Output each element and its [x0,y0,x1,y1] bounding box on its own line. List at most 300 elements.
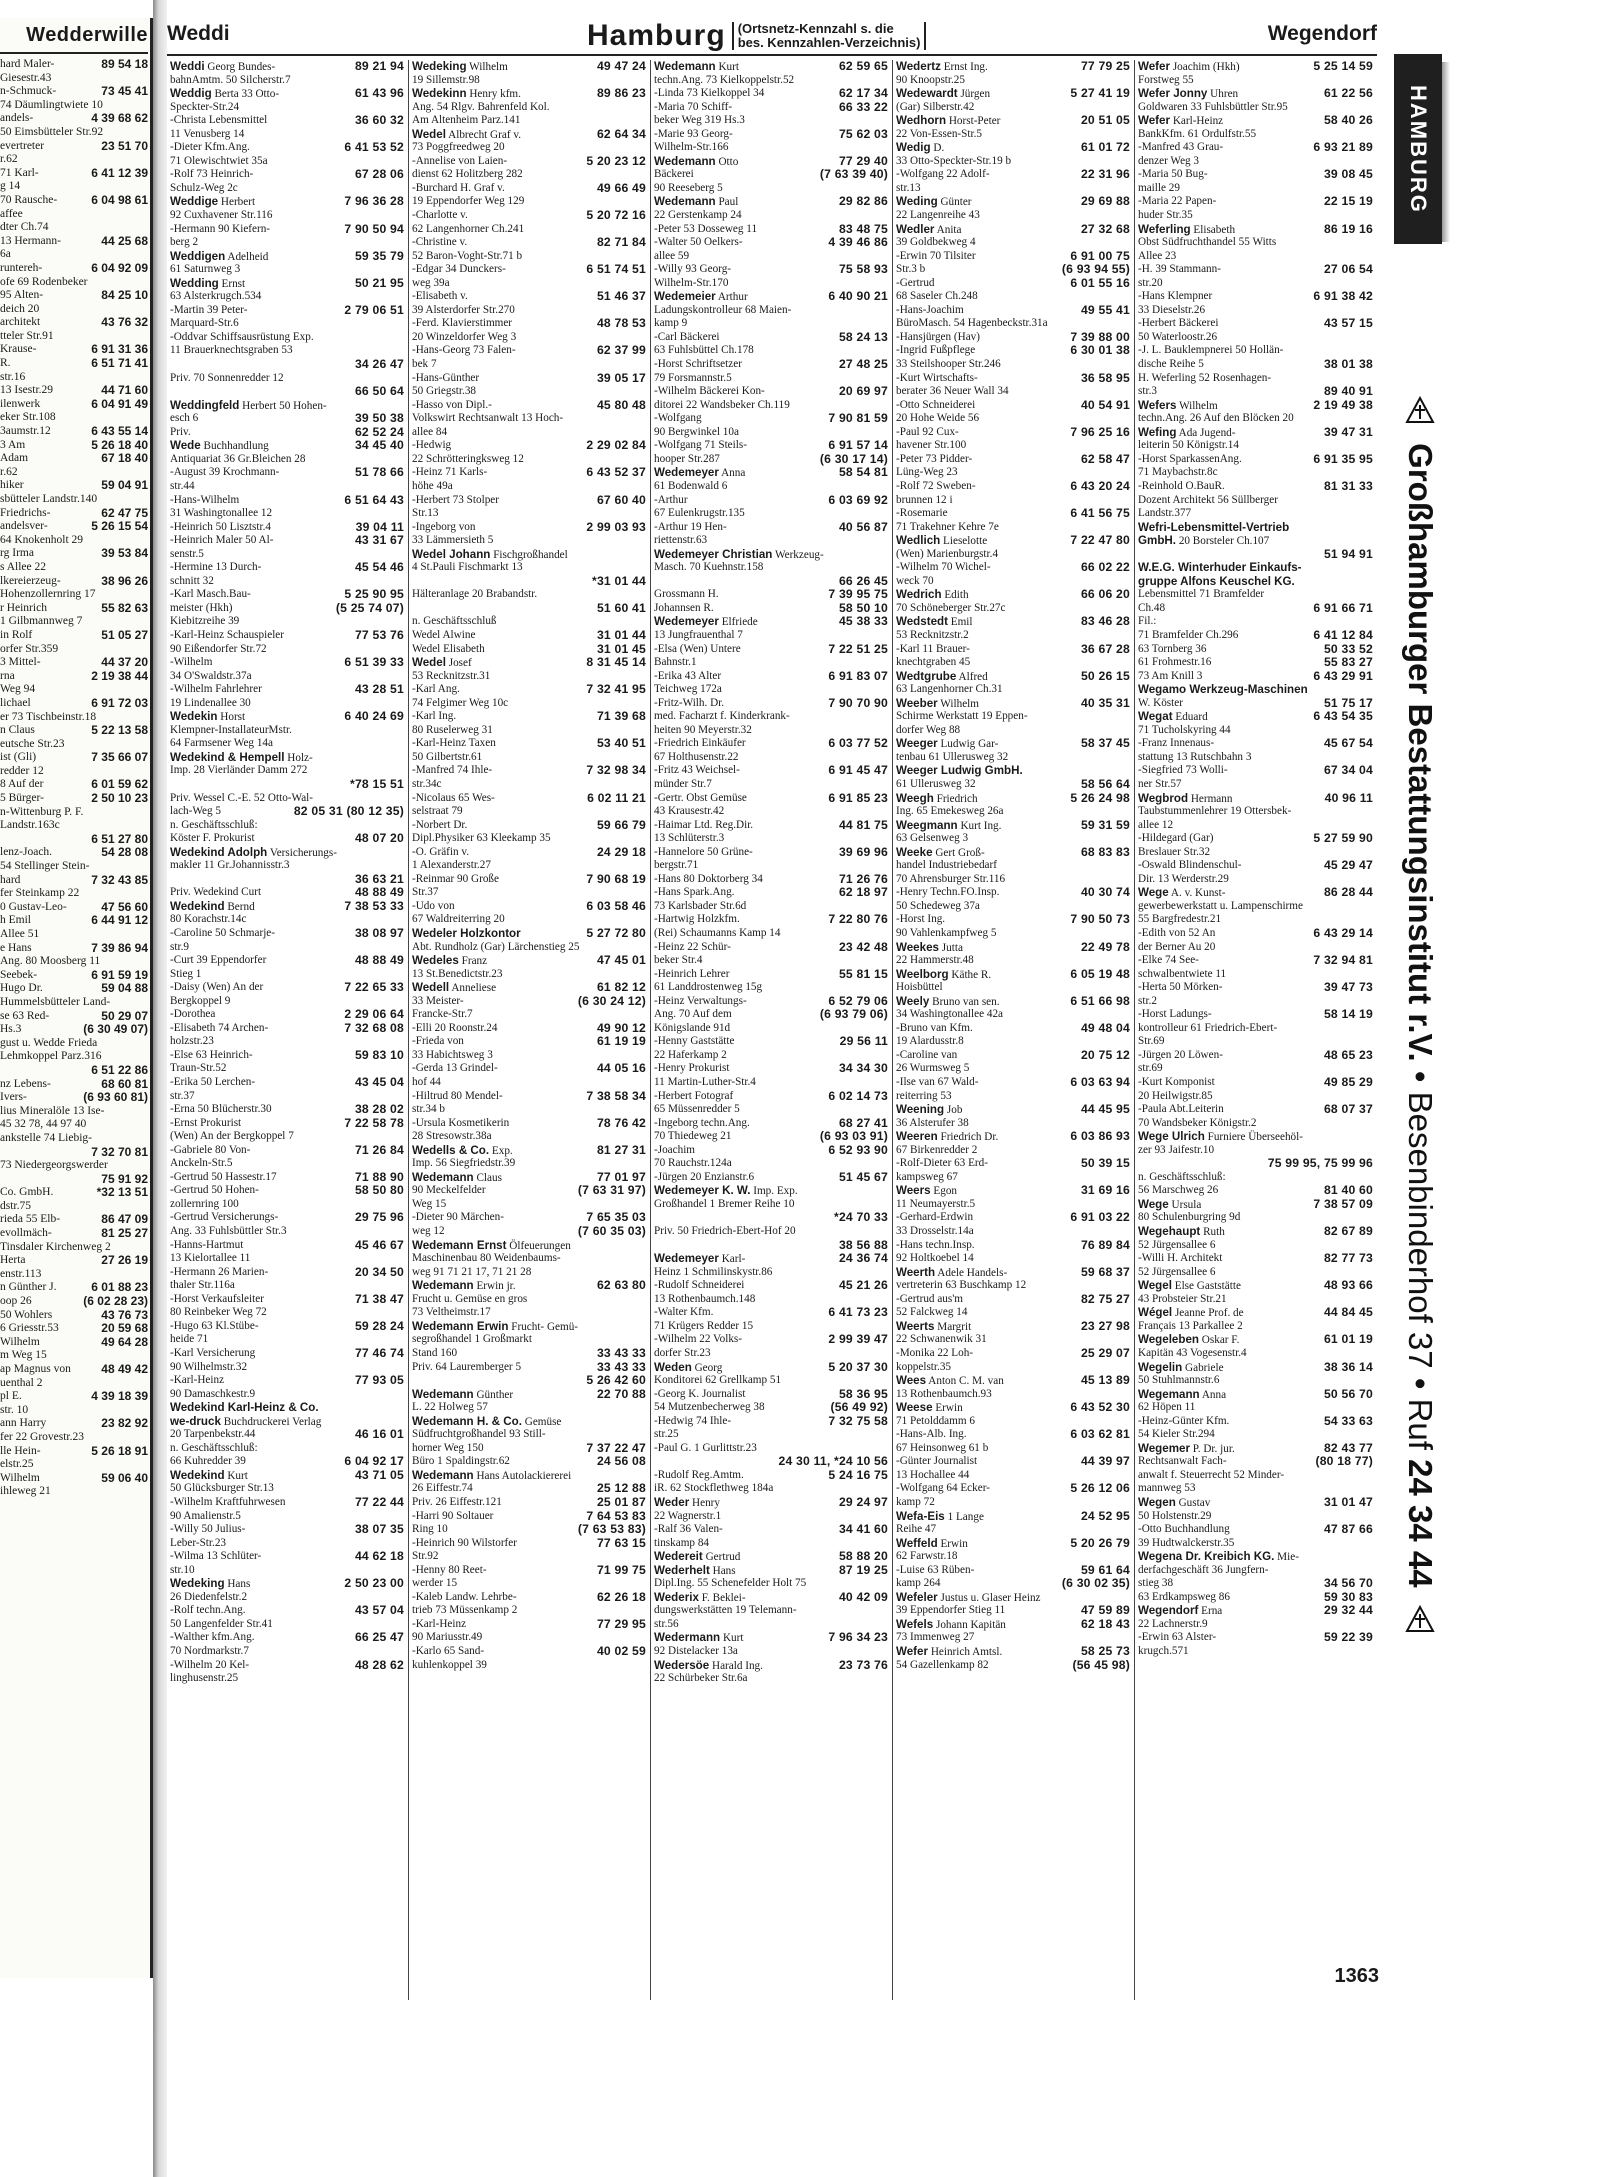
entry-details: Anneliese [451,982,497,995]
left-entry-phone: (6 93 60 81) [83,1091,148,1105]
directory-entry [896,263,1130,277]
directory-entry [170,1537,404,1551]
directory-entry [896,1482,1130,1496]
directory-entry [170,1198,404,1212]
entry-details: ditorei 22 Wandsbeker Ch.119 [654,398,790,411]
entry-details: Jutta [941,941,963,954]
entry-details: -Hanns-Hartmut [170,1238,244,1251]
entry-phone-number: 62 37 99 [596,344,646,358]
directory-entry [170,250,404,264]
left-page-entry [0,398,148,412]
directory-entry [412,521,646,535]
left-entry-text: lenz-Joach. [0,846,53,859]
left-entry-text: Hummelsbütteler Land- [0,995,111,1008]
directory-entry [896,1049,1130,1063]
entry-surname: Weding [896,195,938,209]
entry-details: brunnen 12 i [896,493,953,506]
directory-entry [896,1659,1130,1673]
entry-details: -Maria 50 Bug- [1138,168,1208,181]
directory-entry [412,792,646,806]
directory-entry [654,643,888,657]
directory-entry [654,250,888,264]
entry-phone-number: 43 28 51 [354,683,404,697]
directory-entry [170,981,404,995]
directory-entry [896,60,1130,74]
entry-surname: Wedemeier [654,290,716,304]
entry-surname: Wegehaupt [1138,1225,1201,1239]
entry-details: Büro 1 Spaldingstr.62 [412,1455,510,1468]
left-page-entry [0,1146,148,1160]
entry-details: Lüng-Weg 23 [896,466,958,479]
entry-phone-number: 31 01 47 [1323,1495,1373,1509]
entry-phone-number: 45 13 89 [1080,1374,1130,1388]
entry-details: Priv. 50 Friedrich-Ebert-Hof 20 [654,1225,796,1238]
left-entry-text: Hugo Dr. [0,982,43,995]
directory-entry [654,1428,888,1442]
entry-phone-number: 6 43 54 35 [1313,710,1373,724]
directory-entry [1138,168,1373,182]
directory-entry [896,1008,1130,1022]
directory-entry [654,1347,888,1361]
entry-details: -Paul 92 Cux- [896,425,959,438]
directory-entry [170,60,404,74]
entry-phone-number: 36 67 28 [1080,642,1130,656]
directory-entry [412,480,646,494]
entry-details: -Ernst Prokurist [170,1116,242,1129]
entry-details: 22 Schwanenwik 31 [896,1333,987,1346]
directory-entry [654,1469,888,1483]
left-entry-text: 0 Gustav-Leo- [0,900,67,913]
entry-details: Exp. [491,1144,513,1157]
entry-details: Karl-Heinz [1172,115,1224,128]
entry-details: 50 Gilbertstr.61 [412,750,483,763]
entry-phone-number: 48 28 62 [354,1658,404,1672]
entry-details: koppelstr.35 [896,1360,952,1373]
entry-phone-number: 61 22 56 [1323,87,1373,101]
directory-entry [170,832,404,846]
entry-details: W. Köster [1138,696,1183,709]
directory-entry [896,575,1130,589]
entry-details: Hoisbüttel [896,981,943,994]
directory-entry [170,385,404,399]
directory-entry [170,1618,404,1632]
entry-details: -Ingeborg techn.Ang. [654,1116,750,1129]
directory-entry [654,304,888,318]
entry-details: weck 70 [896,574,934,587]
entry-phone-number: 77 79 25 [1080,60,1130,73]
entry-phone-number: 44 39 97 [1080,1455,1130,1469]
entry-phone-number: 50 26 15 [1080,669,1130,683]
entry-surname: Wedell [412,981,450,995]
entry-details: Job [946,1104,963,1117]
entry-details: dorfer Str.23 [654,1346,711,1359]
directory-entry [170,941,404,955]
directory-entry [654,1577,888,1591]
entry-phone-number: 7 90 50 73 [1070,913,1130,927]
directory-entry [654,1117,888,1131]
entry-phone-number: 62 64 34 [596,127,646,141]
left-entry-text: 54 Stellinger Stein- [0,860,90,873]
entry-details: str.56 [654,1617,679,1630]
entry-phone-number: 24 52 95 [1080,1509,1130,1523]
left-entry-phone: 5 22 13 58 [91,724,148,738]
entry-details: Frucht u. Gemüse en gros [412,1292,528,1305]
directory-entry [412,1062,646,1076]
directory-entry [170,1049,404,1063]
entry-phone-number: 59 83 10 [354,1048,404,1062]
entry-details: 73 Poggfreedweg 20 [412,141,505,154]
entry-details: linghusenstr.25 [170,1672,239,1685]
left-entry-phone: 7 39 86 94 [91,941,148,955]
entry-details: -Henny 80 Reet- [412,1563,487,1576]
entry-details: Str.3 b [896,263,926,276]
left-entry-phone: 5 26 18 40 [91,438,148,452]
left-entry-text: 95 Alten- [0,289,44,302]
entry-details: Jeanne Prof. de [1174,1307,1244,1320]
entry-phone-number: 59 28 24 [354,1319,404,1333]
directory-entry [412,1510,646,1524]
entry-details: -Elli 20 Roonstr.24 [412,1021,498,1034]
directory-entry [896,507,1130,521]
left-page-entry [0,167,148,181]
directory-entry [1138,372,1373,386]
entry-details: -Martin 39 Peter- [170,303,248,316]
entry-phone-number: 59 31 59 [1080,818,1130,832]
entry-surname: Wegen [1138,1495,1176,1509]
directory-entry [412,805,646,819]
entry-phone-number: 81 31 33 [1323,479,1373,493]
directory-entry [412,859,646,873]
entry-details: 90 Wilhelmstr.32 [170,1360,248,1373]
directory-entry [654,209,888,223]
entry-phone-number: 50 21 95 [354,276,404,290]
directory-entry [654,710,888,724]
left-page-entry [0,1132,148,1146]
left-page-entry [0,1472,148,1486]
entry-phone-number: *24 70 33 [834,1211,888,1225]
entry-details: A. v. Kunst- [1170,887,1226,900]
entry-phone-number: 78 76 42 [596,1116,646,1130]
directory-entry [896,832,1130,846]
left-entry-text: Ang. 80 Moosberg 11 [0,955,101,968]
directory-entry [1138,182,1373,196]
left-page-entry [0,520,148,534]
directory-entry [412,643,646,657]
entry-details: -Karl-Heinz Schauspieler [170,628,284,641]
entry-phone-number: 20 51 05 [1080,114,1130,128]
entry-phone-number: 71 38 47 [354,1292,404,1306]
directory-entry [170,1428,404,1442]
directory-entry [896,1361,1130,1375]
directory-entry [654,1482,888,1496]
left-entry-phone: 73 45 41 [101,85,148,99]
directory-entry [412,1645,646,1659]
left-page-entry [0,683,148,697]
entry-details: 33 Habichtsweg 3 [412,1048,493,1061]
left-entry-text: 71 Karl- [0,166,39,179]
entry-surname: Weegh [896,791,934,805]
entry-details: beker Weg 319 Hs.3 [654,114,745,127]
left-page-entry [0,860,148,874]
directory-entry [170,1266,404,1280]
entry-phone-number: 7 32 94 81 [1313,954,1373,968]
left-entry-text: n-Wittenburg P. F. [0,805,84,818]
entry-phone-number: 31 01 44 [596,628,646,642]
directory-entry [412,304,646,318]
entry-surname: Wedemann [412,1170,474,1184]
directory-entry [654,426,888,440]
entry-details: tenbau 61 Ullerusweg 32 [896,750,1009,763]
entry-details: -Caroline 50 Schmarje- [170,927,276,939]
entry-details: makler 11 Gr.Johannisstr.3 [170,859,290,872]
directory-column-1 [167,60,409,2000]
entry-phone-number: 22 70 88 [596,1387,646,1401]
directory-entry [412,615,646,629]
directory-entry [654,1279,888,1293]
entry-details: -Horst SparkassenAng. [1138,452,1242,465]
directory-entry [896,1320,1130,1334]
entry-details: Adele Handels- [937,1266,1008,1279]
entry-details: -Herbert Bäckerei [1138,317,1219,330]
entry-phone-number: 7 22 51 25 [828,642,888,656]
entry-details: 92 Holtkoebel 14 [896,1252,974,1265]
directory-entry [412,819,646,833]
entry-details: 20 Borsteler Ch.107 [1178,535,1270,548]
left-entry-phone: 23 51 70 [101,139,148,153]
directory-entry [170,290,404,304]
directory-entry [412,534,646,548]
left-entry-phone: 67 18 40 [101,452,148,466]
entry-details: Stand 160 [412,1346,458,1359]
directory-entry [170,1157,404,1171]
directory-entry [1138,1157,1373,1171]
left-entry-text: Lehmkoppel Parz.316 [0,1050,102,1063]
entry-details: 63 Erdkampsweg 86 [1138,1590,1230,1603]
directory-entry [412,1090,646,1104]
entry-phone-number: 5 20 26 79 [1070,1536,1130,1550]
left-page-header: Wedderwille [0,18,148,54]
directory-entry [896,195,1130,209]
entry-details: -Wilhelm Bäckerei Kon- [654,385,765,398]
directory-entry [896,656,1130,670]
directory-entry [1138,1090,1373,1104]
entry-phone-number: 68 83 83 [1080,845,1130,859]
entry-surname: Weddigen [170,249,226,263]
directory-entry [654,548,888,562]
left-entry-text: oop 26 [0,1295,32,1308]
directory-entry [170,1659,404,1673]
directory-entry [170,1184,404,1198]
entry-details: Heinrich Amtsl. [930,1645,1003,1658]
entry-details: Ölfeuerungen [509,1239,571,1252]
entry-surname: Wegel [1138,1279,1172,1293]
entry-details: Anna [721,467,746,480]
entry-surname: Wedeles [412,954,459,968]
left-page-entry [0,724,148,738]
entry-phone-number: 66 25 47 [354,1631,404,1645]
entry-details: 54 Kieler Str.294 [1138,1428,1215,1441]
entry-details: berater 36 Neuer Wall 34 [896,385,1009,398]
entry-details: Ang. 70 Auf dem [654,1008,732,1021]
entry-phone-number: 25 01 87 [596,1495,646,1509]
entry-details: 50 Glücksburger Str.13 [170,1482,274,1495]
directory-entry [654,1198,888,1212]
entry-phone-number: 34 34 30 [838,1062,888,1076]
entry-phone-number: 75 99 95, 75 99 96 [1267,1157,1373,1171]
entry-details: -Jürgen 20 Löwen- [1138,1048,1223,1061]
entry-details: Mie- [1277,1551,1299,1564]
entry-details: 50 Waterloostr.26 [1138,330,1218,343]
left-page-entry [0,629,148,643]
entry-phone-number: 44 62 18 [354,1550,404,1564]
entry-details: derfachgeschäft 36 Jungfern- [1138,1563,1269,1576]
left-page-entry [0,534,148,548]
entry-details: -Gerhard-Erdwin [896,1211,974,1224]
entry-details: -Paul G. 1 Gurlittstr.23 [654,1441,757,1454]
entry-details: 50 Griegstr.38 [412,385,477,398]
entry-details: Wedel Elisabeth [412,642,485,655]
directory-entry [1138,317,1373,331]
entry-phone-number: 2 50 23 00 [344,1577,404,1591]
entry-details: -Friedrich Einkäufer [654,737,746,750]
entry-phone-number: 7 38 53 33 [344,899,404,913]
entry-details: Maschinenbau 80 Weidenbaums- [412,1252,561,1265]
entry-details: 22 Langenreihe 43 [896,209,980,222]
entry-details: -Carl Bäckerei [654,330,720,343]
entry-details: -Hermann 26 Marien- [170,1265,269,1278]
entry-details: str.10 [170,1563,195,1576]
entry-surname: Wedells & Co. [412,1143,490,1157]
entry-details: 43 Probsteier Str.21 [1138,1292,1227,1305]
entry-phone-number: 40 56 87 [838,520,888,534]
entry-details: iR. 62 Stockflethweg 184a [654,1482,774,1495]
entry-phone-number: 6 03 62 81 [1070,1428,1130,1442]
entry-surname: Wefels [896,1617,934,1631]
entry-details: allee 12 [1138,818,1174,831]
entry-phone-number: 44 81 75 [838,818,888,832]
directory-entry [654,832,888,846]
entry-details: ner Str.57 [1138,777,1182,790]
entry-phone-number: (56 45 98) [1072,1658,1130,1672]
entry-phone-number: 27 32 68 [1080,222,1130,236]
directory-entry [170,128,404,142]
left-page-entry [0,1377,148,1391]
directory-entry [896,114,1130,128]
entry-details: Fil.: [1138,615,1157,628]
left-page-entry [0,643,148,657]
entry-details: -Rudolf Reg.Amtm. [654,1468,744,1481]
entry-details: Imp. 56 Siegfriedstr.39 [412,1157,516,1170]
directory-entry [896,1157,1130,1171]
entry-surname: Wede [170,439,201,453]
entry-phone-number: 5 20 23 12 [586,154,646,168]
left-entry-phone: 6 51 71 41 [91,357,148,371]
left-entry-phone: 81 25 27 [101,1227,148,1241]
entry-details: -Gertrud [896,276,935,289]
directory-entry [1138,195,1373,209]
directory-entry [412,1103,646,1117]
directory-entry [170,1645,404,1659]
left-entry-text: r.62 [0,465,18,478]
directory-column-2 [409,60,651,2000]
entry-phone-number: 82 05 31 (80 12 35) [293,805,404,819]
entry-surname: Wedeler Holzkontor [412,927,521,940]
entry-details: 13 Rothenbaumch.148 [654,1292,756,1305]
entry-details: huder Str.35 [1138,209,1193,222]
directory-entry [1138,290,1373,304]
entry-details: anwalt f. Steuerrecht 52 Minder- [1138,1468,1285,1481]
entry-phone-number: (7 63 39 40) [819,168,888,182]
directory-entry [412,87,646,101]
directory-entry [654,778,888,792]
entry-details: -Arthur [654,493,688,506]
directory-entry [654,290,888,304]
directory-entry [654,1022,888,1036]
entry-phone-number: 77 46 74 [354,1346,404,1360]
directory-entry [412,1239,646,1253]
advertisement-phone-label: Ruf [1402,1398,1439,1450]
left-page-entry [0,602,148,616]
entry-details: Lebensmittel 71 Bramfelder [1138,588,1265,601]
entry-details: Hans [712,1564,736,1577]
left-page-entry [0,1363,148,1377]
directory-entry [654,1631,888,1645]
directory-entry [170,710,404,724]
entry-details: 67 Eulenkrugstr.135 [654,507,745,520]
entry-details: Traun-Str.52 [170,1062,227,1075]
entry-details: 13 Rothenbaumch.93 [896,1387,992,1400]
entry-surname: Wedel [412,127,446,141]
entry-phone-number: 77 29 95 [596,1617,646,1631]
directory-entry [170,466,404,480]
left-page-entry [0,1281,148,1295]
directory-entry [1138,1604,1373,1618]
directory-entry [896,1604,1130,1618]
entry-details: -Dieter 90 Märchen- [412,1211,504,1224]
directory-entry [412,263,646,277]
directory-entry [170,1388,404,1402]
directory-entry [654,1293,888,1307]
entry-details: -Elisabeth 74 Archen- [170,1021,269,1034]
directory-entry [170,480,404,494]
left-entry-phone: 68 60 81 [101,1077,148,1091]
left-page-entry [0,1078,148,1092]
directory-entry [412,1225,646,1239]
entry-details: -Hartwig Holzkfm. [654,913,740,926]
directory-entry [170,182,404,196]
directory-entry [1138,358,1373,372]
entry-details: 26 Wurmsweg 5 [896,1062,970,1075]
entry-surname: Weddig [170,87,212,101]
directory-entry [896,1035,1130,1049]
entry-phone-number: (6 93 79 06) [819,1008,888,1022]
directory-entry [896,710,1130,724]
entry-details: -Hans-Georg 73 Falen- [412,344,516,357]
entry-surname: Weerts [896,1319,935,1333]
entry-phone-number: 5 25 90 95 [344,588,404,602]
entry-phone-number: 58 24 13 [838,330,888,344]
directory-entry [1138,575,1373,589]
entry-phone-number: 82 43 77 [1323,1441,1373,1455]
entry-details: 73 Am Knill 3 [1138,669,1203,682]
entry-details: kamp 9 [654,317,688,330]
left-entry-text: 5 Bürger- [0,792,44,805]
entry-details: 19 Lindenallee 30 [170,696,251,709]
entry-details: 71 Trakehner Kehre 7e [896,520,999,533]
directory-entry [896,128,1130,142]
entry-details: Köster F. Prokurist [170,832,255,845]
left-entry-text: Hs.3 [0,1023,22,1036]
